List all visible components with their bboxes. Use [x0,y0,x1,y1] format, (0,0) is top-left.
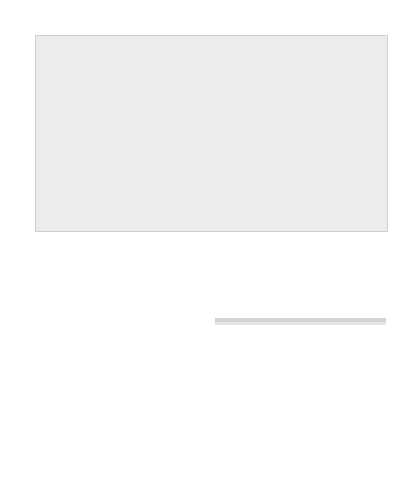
legend-item [172,218,178,222]
column-header [329,322,386,325]
legend-swatch [172,218,176,222]
column-header [215,322,272,325]
legend-item [314,218,320,222]
legend-item [104,218,110,222]
table [215,322,386,325]
messier-sky-map [35,35,388,232]
map-legend [44,218,374,227]
legend-item [240,218,246,222]
legend-swatch [44,218,48,222]
sky-map-graphic [36,36,387,231]
legend-swatch [314,218,318,222]
legend-swatch [104,218,108,222]
legend-swatch [240,218,244,222]
table-header-row [215,322,386,325]
legend-item [44,218,50,222]
column-header [272,322,329,325]
messier-groups-table [215,318,386,325]
